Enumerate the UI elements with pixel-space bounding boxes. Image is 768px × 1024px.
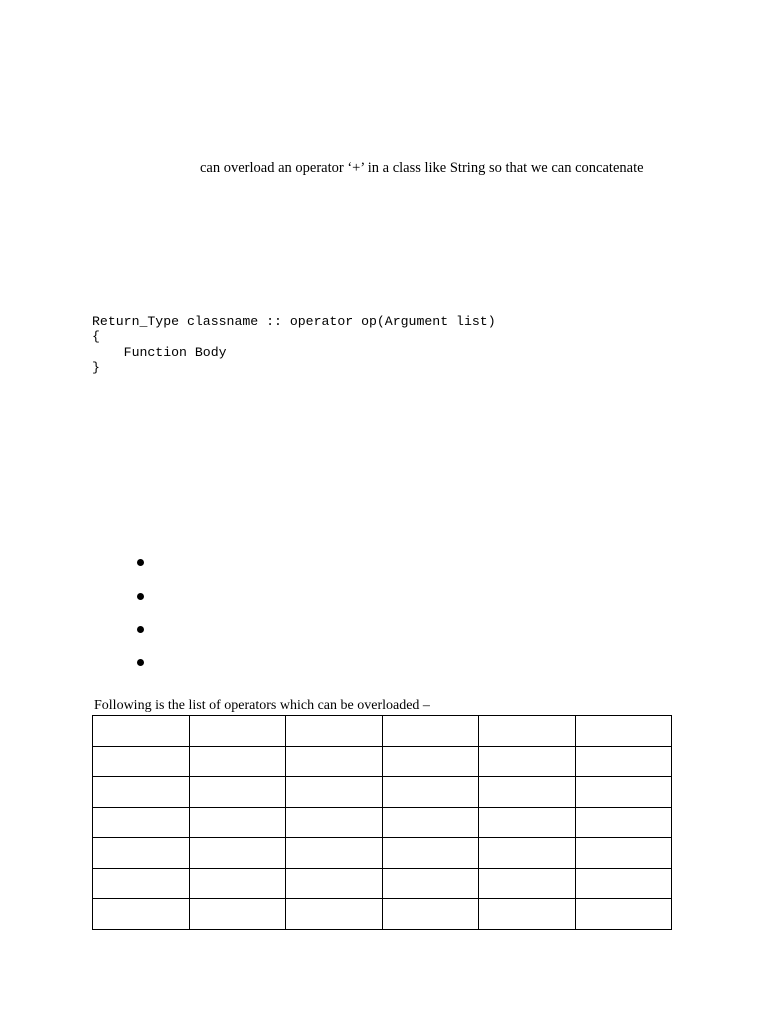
table-row bbox=[93, 746, 672, 777]
table-cell bbox=[575, 777, 672, 808]
table-cell bbox=[189, 746, 286, 777]
table-cell bbox=[286, 716, 383, 747]
table-cell bbox=[382, 777, 479, 808]
table-cell bbox=[479, 899, 576, 930]
table-cell bbox=[479, 746, 576, 777]
table-cell bbox=[286, 868, 383, 899]
table-cell bbox=[189, 868, 286, 899]
table-row bbox=[93, 716, 672, 747]
table-cell bbox=[575, 746, 672, 777]
table-cell bbox=[93, 868, 190, 899]
table-cell bbox=[382, 807, 479, 838]
table-cell bbox=[382, 746, 479, 777]
table-cell bbox=[479, 807, 576, 838]
table-cell bbox=[286, 838, 383, 869]
table-cell bbox=[382, 899, 479, 930]
table-cell bbox=[575, 716, 672, 747]
table-cell bbox=[286, 899, 383, 930]
bullet-point bbox=[137, 626, 144, 633]
table-cell bbox=[286, 807, 383, 838]
table-cell bbox=[479, 838, 576, 869]
table-cell bbox=[286, 746, 383, 777]
table-cell bbox=[575, 838, 672, 869]
operators-table bbox=[92, 715, 672, 930]
bullet-point bbox=[137, 659, 144, 666]
table-row bbox=[93, 807, 672, 838]
bullet-point bbox=[137, 559, 144, 566]
table-cell bbox=[382, 716, 479, 747]
table-cell bbox=[479, 716, 576, 747]
table-cell bbox=[93, 838, 190, 869]
table-cell bbox=[382, 868, 479, 899]
table-cell bbox=[575, 868, 672, 899]
table-cell bbox=[286, 777, 383, 808]
table-cell bbox=[189, 838, 286, 869]
table-cell bbox=[93, 777, 190, 808]
table-cell bbox=[479, 868, 576, 899]
table-cell bbox=[93, 746, 190, 777]
table-cell bbox=[189, 807, 286, 838]
table-cell bbox=[93, 807, 190, 838]
intro-text: can overload an operator ‘+’ in a class like String so that we can concatenate bbox=[200, 160, 644, 176]
table-cell bbox=[93, 899, 190, 930]
table-row bbox=[93, 899, 672, 930]
table-row bbox=[93, 777, 672, 808]
table-cell bbox=[382, 838, 479, 869]
operators-table-caption: Following is the list of operators which can be overloaded – bbox=[94, 698, 430, 713]
operators-table-body bbox=[93, 716, 672, 930]
operator-syntax-code: Return_Type classname :: operator op(Argument list) { Function Body } bbox=[92, 314, 496, 375]
table-cell bbox=[189, 777, 286, 808]
table-cell bbox=[575, 807, 672, 838]
table-row bbox=[93, 868, 672, 899]
table-cell bbox=[189, 716, 286, 747]
table-cell bbox=[189, 899, 286, 930]
table-cell bbox=[479, 777, 576, 808]
table-cell bbox=[575, 899, 672, 930]
table-row bbox=[93, 838, 672, 869]
bullet-point bbox=[137, 593, 144, 600]
table-cell bbox=[93, 716, 190, 747]
